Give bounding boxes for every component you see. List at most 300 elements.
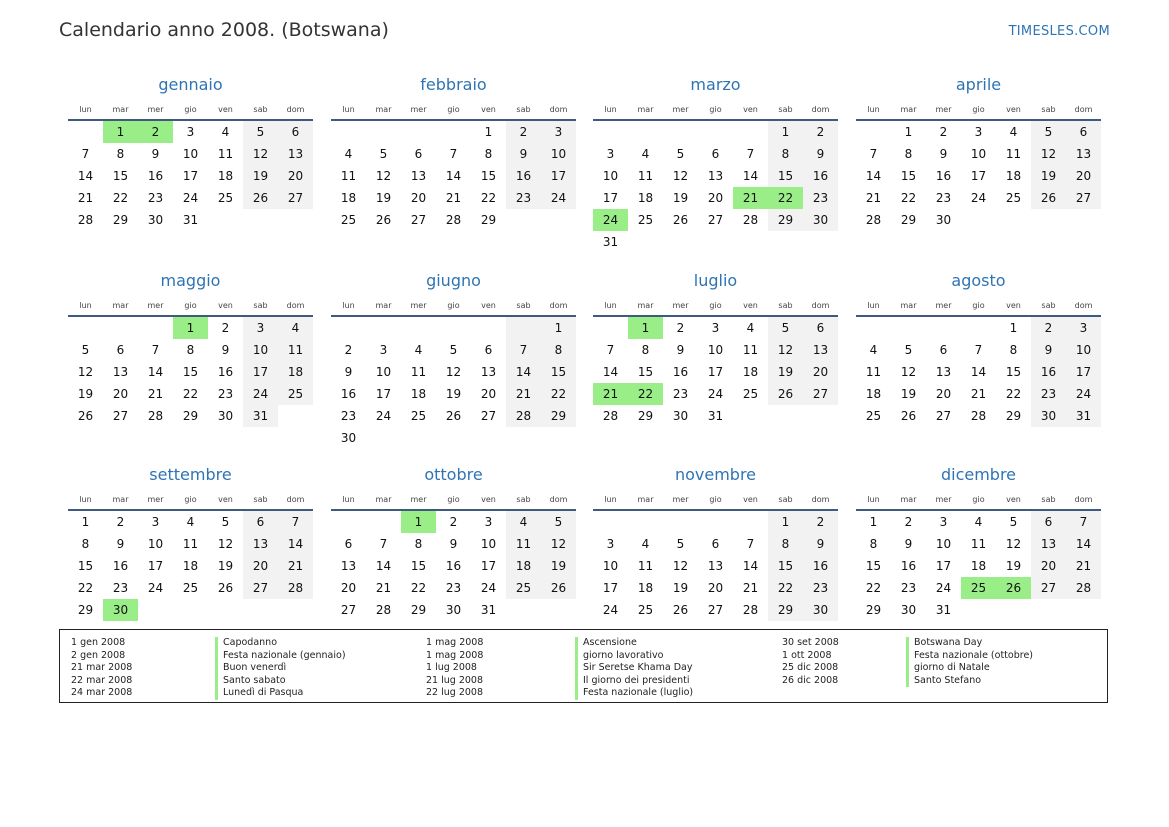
day-cell[interactable]: 16 <box>900 559 917 573</box>
day-cell[interactable]: 28 <box>375 603 392 617</box>
day-cell[interactable]: 5 <box>768 317 803 339</box>
day-cell[interactable]: 25 <box>340 213 357 227</box>
day-cell[interactable]: 1 <box>401 511 436 533</box>
day-cell[interactable]: 18 <box>865 387 882 401</box>
day-cell[interactable]: 19 <box>768 361 803 383</box>
day-cell[interactable]: 27 <box>1031 577 1066 599</box>
day-cell[interactable]: 26 <box>445 409 462 423</box>
day-cell[interactable]: 19 <box>217 559 234 573</box>
day-cell[interactable]: 13 <box>410 169 427 183</box>
day-cell[interactable]: 7 <box>379 537 388 551</box>
day-cell[interactable]: 15 <box>182 365 199 379</box>
day-cell[interactable]: 6 <box>243 511 278 533</box>
day-cell[interactable]: 4 <box>974 515 983 529</box>
day-cell[interactable]: 4 <box>641 147 650 161</box>
day-cell[interactable]: 17 <box>480 559 497 573</box>
day-cell[interactable]: 30 <box>340 431 357 445</box>
day-cell[interactable]: 10 <box>243 339 278 361</box>
day-cell[interactable]: 15 <box>77 559 94 573</box>
day-cell[interactable]: 28 <box>865 213 882 227</box>
day-cell[interactable]: 6 <box>414 147 423 161</box>
day-cell[interactable]: 26 <box>375 213 392 227</box>
day-cell[interactable]: 1 <box>768 121 803 143</box>
day-cell[interactable]: 15 <box>1005 365 1022 379</box>
day-cell[interactable]: 6 <box>711 147 720 161</box>
day-cell[interactable]: 24 <box>480 581 497 595</box>
day-cell[interactable]: 17 <box>602 581 619 595</box>
day-cell[interactable]: 27 <box>935 409 952 423</box>
day-cell[interactable]: 3 <box>1066 317 1101 339</box>
day-cell[interactable]: 21 <box>593 383 628 405</box>
day-cell[interactable]: 20 <box>707 191 724 205</box>
day-cell[interactable]: 29 <box>112 213 129 227</box>
day-cell[interactable]: 28 <box>1066 577 1101 599</box>
day-cell[interactable]: 16 <box>935 169 952 183</box>
day-cell[interactable]: 2 <box>138 121 173 143</box>
day-cell[interactable]: 14 <box>742 559 759 573</box>
day-cell[interactable]: 27 <box>410 213 427 227</box>
day-cell[interactable]: 19 <box>375 191 392 205</box>
day-cell[interactable]: 30 <box>103 599 138 621</box>
day-cell[interactable]: 4 <box>641 537 650 551</box>
day-cell[interactable]: 20 <box>1066 165 1101 187</box>
day-cell[interactable]: 18 <box>278 361 313 383</box>
day-cell[interactable]: 22 <box>768 577 803 599</box>
day-cell[interactable]: 12 <box>445 365 462 379</box>
day-cell[interactable]: 16 <box>112 559 129 573</box>
day-cell[interactable]: 3 <box>541 121 576 143</box>
day-cell[interactable]: 3 <box>974 125 983 139</box>
day-cell[interactable]: 14 <box>970 365 987 379</box>
day-cell[interactable]: 16 <box>803 165 838 187</box>
day-cell[interactable]: 15 <box>768 165 803 187</box>
day-cell[interactable]: 4 <box>869 343 878 357</box>
day-cell[interactable]: 11 <box>340 169 357 183</box>
day-cell[interactable]: 12 <box>672 169 689 183</box>
day-cell[interactable]: 19 <box>672 191 689 205</box>
day-cell[interactable]: 4 <box>278 317 313 339</box>
day-cell[interactable]: 21 <box>733 187 768 209</box>
day-cell[interactable]: 19 <box>445 387 462 401</box>
day-cell[interactable]: 18 <box>742 365 759 379</box>
day-cell[interactable]: 10 <box>970 147 987 161</box>
day-cell[interactable]: 14 <box>602 365 619 379</box>
day-cell[interactable]: 20 <box>278 165 313 187</box>
day-cell[interactable]: 12 <box>77 365 94 379</box>
day-cell[interactable]: 5 <box>221 515 230 529</box>
day-cell[interactable]: 14 <box>742 169 759 183</box>
day-cell[interactable]: 21 <box>506 383 541 405</box>
day-cell[interactable]: 5 <box>243 121 278 143</box>
day-cell[interactable]: 10 <box>480 537 497 551</box>
day-cell[interactable]: 22 <box>182 387 199 401</box>
day-cell[interactable]: 13 <box>112 365 129 379</box>
day-cell[interactable]: 9 <box>676 343 685 357</box>
day-cell[interactable]: 8 <box>768 143 803 165</box>
day-cell[interactable]: 19 <box>1031 165 1066 187</box>
day-cell[interactable]: 15 <box>900 169 917 183</box>
day-cell[interactable]: 17 <box>541 165 576 187</box>
day-cell[interactable]: 30 <box>803 599 838 621</box>
day-cell[interactable]: 30 <box>900 603 917 617</box>
day-cell[interactable]: 6 <box>1031 511 1066 533</box>
day-cell[interactable]: 12 <box>375 169 392 183</box>
day-cell[interactable]: 26 <box>672 603 689 617</box>
day-cell[interactable]: 25 <box>637 603 654 617</box>
day-cell[interactable]: 31 <box>182 213 199 227</box>
day-cell[interactable]: 24 <box>243 383 278 405</box>
day-cell[interactable]: 7 <box>1066 511 1101 533</box>
day-cell[interactable]: 25 <box>1005 191 1022 205</box>
day-cell[interactable]: 8 <box>81 537 90 551</box>
day-cell[interactable]: 28 <box>602 409 619 423</box>
day-cell[interactable]: 25 <box>278 383 313 405</box>
day-cell[interactable]: 27 <box>243 577 278 599</box>
day-cell[interactable]: 24 <box>182 191 199 205</box>
day-cell[interactable]: 29 <box>77 603 94 617</box>
day-cell[interactable]: 12 <box>541 533 576 555</box>
day-cell[interactable]: 1 <box>1009 321 1018 335</box>
day-cell[interactable]: 3 <box>606 147 615 161</box>
day-cell[interactable]: 11 <box>410 365 427 379</box>
day-cell[interactable]: 20 <box>112 387 129 401</box>
day-cell[interactable]: 5 <box>1009 515 1018 529</box>
day-cell[interactable]: 29 <box>480 213 497 227</box>
day-cell[interactable]: 8 <box>904 147 913 161</box>
day-cell[interactable]: 16 <box>506 165 541 187</box>
day-cell[interactable]: 22 <box>77 581 94 595</box>
day-cell[interactable]: 4 <box>746 321 755 335</box>
day-cell[interactable]: 15 <box>865 559 882 573</box>
day-cell[interactable]: 1 <box>81 515 90 529</box>
day-cell[interactable]: 2 <box>116 515 125 529</box>
day-cell[interactable]: 27 <box>480 409 497 423</box>
day-cell[interactable]: 9 <box>449 537 458 551</box>
day-cell[interactable]: 14 <box>77 169 94 183</box>
day-cell[interactable]: 14 <box>445 169 462 183</box>
day-cell[interactable]: 21 <box>77 191 94 205</box>
day-cell[interactable]: 2 <box>1031 317 1066 339</box>
day-cell[interactable]: 29 <box>541 405 576 427</box>
day-cell[interactable]: 23 <box>803 187 838 209</box>
day-cell[interactable]: 22 <box>541 383 576 405</box>
day-cell[interactable]: 3 <box>379 343 388 357</box>
day-cell[interactable]: 7 <box>151 343 160 357</box>
day-cell[interactable]: 5 <box>81 343 90 357</box>
day-cell[interactable]: 16 <box>1031 361 1066 383</box>
day-cell[interactable]: 13 <box>707 169 724 183</box>
day-cell[interactable]: 22 <box>768 187 803 209</box>
day-cell[interactable]: 20 <box>803 361 838 383</box>
day-cell[interactable]: 24 <box>970 191 987 205</box>
day-cell[interactable]: 15 <box>768 555 803 577</box>
day-cell[interactable]: 20 <box>935 387 952 401</box>
day-cell[interactable]: 25 <box>217 191 234 205</box>
day-cell[interactable]: 4 <box>221 125 230 139</box>
day-cell[interactable]: 7 <box>506 339 541 361</box>
day-cell[interactable]: 8 <box>641 343 650 357</box>
day-cell[interactable]: 25 <box>742 387 759 401</box>
day-cell[interactable]: 7 <box>746 537 755 551</box>
day-cell[interactable]: 18 <box>182 559 199 573</box>
day-cell[interactable]: 9 <box>904 537 913 551</box>
day-cell[interactable]: 20 <box>1031 555 1066 577</box>
day-cell[interactable]: 22 <box>865 581 882 595</box>
day-cell[interactable]: 14 <box>147 365 164 379</box>
day-cell[interactable]: 21 <box>375 581 392 595</box>
day-cell[interactable]: 28 <box>445 213 462 227</box>
day-cell[interactable]: 6 <box>1066 121 1101 143</box>
day-cell[interactable]: 8 <box>186 343 195 357</box>
day-cell[interactable]: 5 <box>541 511 576 533</box>
day-cell[interactable]: 8 <box>1009 343 1018 357</box>
day-cell[interactable]: 23 <box>672 387 689 401</box>
day-cell[interactable]: 8 <box>116 147 125 161</box>
day-cell[interactable]: 11 <box>637 169 654 183</box>
day-cell[interactable]: 18 <box>970 559 987 573</box>
day-cell[interactable]: 29 <box>768 209 803 231</box>
day-cell[interactable]: 11 <box>970 537 987 551</box>
day-cell[interactable]: 13 <box>243 533 278 555</box>
day-cell[interactable]: 3 <box>484 515 493 529</box>
day-cell[interactable]: 6 <box>344 537 353 551</box>
day-cell[interactable]: 26 <box>1031 187 1066 209</box>
day-cell[interactable]: 31 <box>602 235 619 249</box>
day-cell[interactable]: 30 <box>147 213 164 227</box>
day-cell[interactable]: 8 <box>541 339 576 361</box>
day-cell[interactable]: 24 <box>707 387 724 401</box>
day-cell[interactable]: 25 <box>182 581 199 595</box>
day-cell[interactable]: 2 <box>344 343 353 357</box>
day-cell[interactable]: 4 <box>506 511 541 533</box>
day-cell[interactable]: 1 <box>628 317 663 339</box>
day-cell[interactable]: 20 <box>243 555 278 577</box>
day-cell[interactable]: 15 <box>637 365 654 379</box>
day-cell[interactable]: 17 <box>970 169 987 183</box>
day-cell[interactable]: 18 <box>340 191 357 205</box>
day-cell[interactable]: 27 <box>1066 187 1101 209</box>
day-cell[interactable]: 30 <box>803 209 838 231</box>
day-cell[interactable]: 7 <box>974 343 983 357</box>
day-cell[interactable]: 17 <box>147 559 164 573</box>
day-cell[interactable]: 27 <box>112 409 129 423</box>
day-cell[interactable]: 22 <box>900 191 917 205</box>
day-cell[interactable]: 9 <box>116 537 125 551</box>
day-cell[interactable]: 29 <box>637 409 654 423</box>
day-cell[interactable]: 6 <box>278 121 313 143</box>
day-cell[interactable]: 26 <box>541 577 576 599</box>
day-cell[interactable]: 27 <box>803 383 838 405</box>
site-link[interactable]: TIMESLES.COM <box>1008 24 1110 39</box>
day-cell[interactable]: 9 <box>803 533 838 555</box>
day-cell[interactable]: 11 <box>217 147 234 161</box>
day-cell[interactable]: 13 <box>1066 143 1101 165</box>
day-cell[interactable]: 22 <box>480 191 497 205</box>
day-cell[interactable]: 25 <box>865 409 882 423</box>
day-cell[interactable]: 9 <box>344 365 353 379</box>
day-cell[interactable]: 15 <box>541 361 576 383</box>
day-cell[interactable]: 28 <box>77 213 94 227</box>
day-cell[interactable]: 3 <box>186 125 195 139</box>
day-cell[interactable]: 25 <box>637 213 654 227</box>
day-cell[interactable]: 3 <box>711 321 720 335</box>
day-cell[interactable]: 24 <box>935 581 952 595</box>
day-cell[interactable]: 22 <box>1005 387 1022 401</box>
day-cell[interactable]: 21 <box>970 387 987 401</box>
day-cell[interactable]: 30 <box>217 409 234 423</box>
day-cell[interactable]: 26 <box>243 187 278 209</box>
day-cell[interactable]: 2 <box>506 121 541 143</box>
day-cell[interactable]: 1 <box>869 515 878 529</box>
day-cell[interactable]: 23 <box>217 387 234 401</box>
day-cell[interactable]: 23 <box>1031 383 1066 405</box>
day-cell[interactable]: 17 <box>182 169 199 183</box>
day-cell[interactable]: 31 <box>707 409 724 423</box>
day-cell[interactable]: 2 <box>939 125 948 139</box>
day-cell[interactable]: 31 <box>480 603 497 617</box>
day-cell[interactable]: 24 <box>602 603 619 617</box>
day-cell[interactable]: 4 <box>186 515 195 529</box>
day-cell[interactable]: 25 <box>506 577 541 599</box>
day-cell[interactable]: 24 <box>593 209 628 231</box>
day-cell[interactable]: 17 <box>935 559 952 573</box>
day-cell[interactable]: 4 <box>344 147 353 161</box>
day-cell[interactable]: 14 <box>865 169 882 183</box>
day-cell[interactable]: 23 <box>506 187 541 209</box>
day-cell[interactable]: 5 <box>904 343 913 357</box>
day-cell[interactable]: 3 <box>939 515 948 529</box>
day-cell[interactable]: 30 <box>672 409 689 423</box>
day-cell[interactable]: 11 <box>506 533 541 555</box>
day-cell[interactable]: 20 <box>480 387 497 401</box>
day-cell[interactable]: 31 <box>243 405 278 427</box>
day-cell[interactable]: 12 <box>1031 143 1066 165</box>
day-cell[interactable]: 3 <box>243 317 278 339</box>
day-cell[interactable]: 29 <box>182 409 199 423</box>
day-cell[interactable]: 23 <box>112 581 129 595</box>
day-cell[interactable]: 10 <box>935 537 952 551</box>
day-cell[interactable]: 27 <box>707 213 724 227</box>
day-cell[interactable]: 11 <box>865 365 882 379</box>
day-cell[interactable]: 11 <box>742 343 759 357</box>
day-cell[interactable]: 23 <box>147 191 164 205</box>
day-cell[interactable]: 5 <box>676 147 685 161</box>
day-cell[interactable]: 31 <box>1066 405 1101 427</box>
day-cell[interactable]: 2 <box>676 321 685 335</box>
day-cell[interactable]: 22 <box>410 581 427 595</box>
day-cell[interactable]: 28 <box>278 577 313 599</box>
day-cell[interactable]: 13 <box>278 143 313 165</box>
day-cell[interactable]: 2 <box>904 515 913 529</box>
day-cell[interactable]: 9 <box>221 343 230 357</box>
day-cell[interactable]: 13 <box>935 365 952 379</box>
day-cell[interactable]: 2 <box>449 515 458 529</box>
day-cell[interactable]: 11 <box>278 339 313 361</box>
day-cell[interactable]: 11 <box>637 559 654 573</box>
day-cell[interactable]: 1 <box>768 511 803 533</box>
day-cell[interactable]: 23 <box>340 409 357 423</box>
day-cell[interactable]: 27 <box>707 603 724 617</box>
day-cell[interactable]: 18 <box>410 387 427 401</box>
day-cell[interactable]: 26 <box>217 581 234 595</box>
day-cell[interactable]: 26 <box>996 577 1031 599</box>
day-cell[interactable]: 19 <box>541 555 576 577</box>
day-cell[interactable]: 21 <box>445 191 462 205</box>
day-cell[interactable]: 18 <box>217 169 234 183</box>
day-cell[interactable]: 13 <box>1031 533 1066 555</box>
day-cell[interactable]: 12 <box>217 537 234 551</box>
day-cell[interactable]: 2 <box>803 511 838 533</box>
day-cell[interactable]: 10 <box>147 537 164 551</box>
day-cell[interactable]: 23 <box>445 581 462 595</box>
day-cell[interactable]: 5 <box>676 537 685 551</box>
day-cell[interactable]: 29 <box>1005 409 1022 423</box>
day-cell[interactable]: 11 <box>182 537 199 551</box>
day-cell[interactable]: 15 <box>410 559 427 573</box>
day-cell[interactable]: 14 <box>278 533 313 555</box>
day-cell[interactable]: 12 <box>672 559 689 573</box>
day-cell[interactable]: 16 <box>672 365 689 379</box>
day-cell[interactable]: 17 <box>375 387 392 401</box>
day-cell[interactable]: 9 <box>939 147 948 161</box>
day-cell[interactable]: 20 <box>707 581 724 595</box>
day-cell[interactable]: 6 <box>803 317 838 339</box>
day-cell[interactable]: 14 <box>375 559 392 573</box>
day-cell[interactable]: 9 <box>151 147 160 161</box>
day-cell[interactable]: 16 <box>147 169 164 183</box>
day-cell[interactable]: 15 <box>112 169 129 183</box>
day-cell[interactable]: 10 <box>541 143 576 165</box>
day-cell[interactable]: 1 <box>484 125 493 139</box>
day-cell[interactable]: 25 <box>961 577 996 599</box>
day-cell[interactable]: 6 <box>116 343 125 357</box>
day-cell[interactable]: 7 <box>449 147 458 161</box>
day-cell[interactable]: 23 <box>803 577 838 599</box>
day-cell[interactable]: 26 <box>900 409 917 423</box>
day-cell[interactable]: 8 <box>414 537 423 551</box>
day-cell[interactable]: 24 <box>541 187 576 209</box>
day-cell[interactable]: 26 <box>77 409 94 423</box>
day-cell[interactable]: 1 <box>904 125 913 139</box>
day-cell[interactable]: 7 <box>606 343 615 357</box>
day-cell[interactable]: 30 <box>1031 405 1066 427</box>
day-cell[interactable]: 5 <box>449 343 458 357</box>
day-cell[interactable]: 12 <box>1005 537 1022 551</box>
day-cell[interactable]: 1 <box>103 121 138 143</box>
day-cell[interactable]: 13 <box>707 559 724 573</box>
day-cell[interactable]: 5 <box>1031 121 1066 143</box>
day-cell[interactable]: 28 <box>742 603 759 617</box>
day-cell[interactable]: 13 <box>803 339 838 361</box>
day-cell[interactable]: 29 <box>900 213 917 227</box>
day-cell[interactable]: 27 <box>340 603 357 617</box>
day-cell[interactable]: 21 <box>742 581 759 595</box>
day-cell[interactable]: 18 <box>637 581 654 595</box>
day-cell[interactable]: 10 <box>707 343 724 357</box>
day-cell[interactable]: 5 <box>379 147 388 161</box>
day-cell[interactable]: 19 <box>77 387 94 401</box>
day-cell[interactable]: 11 <box>1005 147 1022 161</box>
day-cell[interactable]: 1 <box>173 317 208 339</box>
day-cell[interactable]: 16 <box>217 365 234 379</box>
day-cell[interactable]: 19 <box>243 165 278 187</box>
day-cell[interactable]: 30 <box>935 213 952 227</box>
day-cell[interactable]: 4 <box>414 343 423 357</box>
day-cell[interactable]: 28 <box>506 405 541 427</box>
day-cell[interactable]: 12 <box>900 365 917 379</box>
day-cell[interactable]: 6 <box>939 343 948 357</box>
day-cell[interactable]: 8 <box>869 537 878 551</box>
